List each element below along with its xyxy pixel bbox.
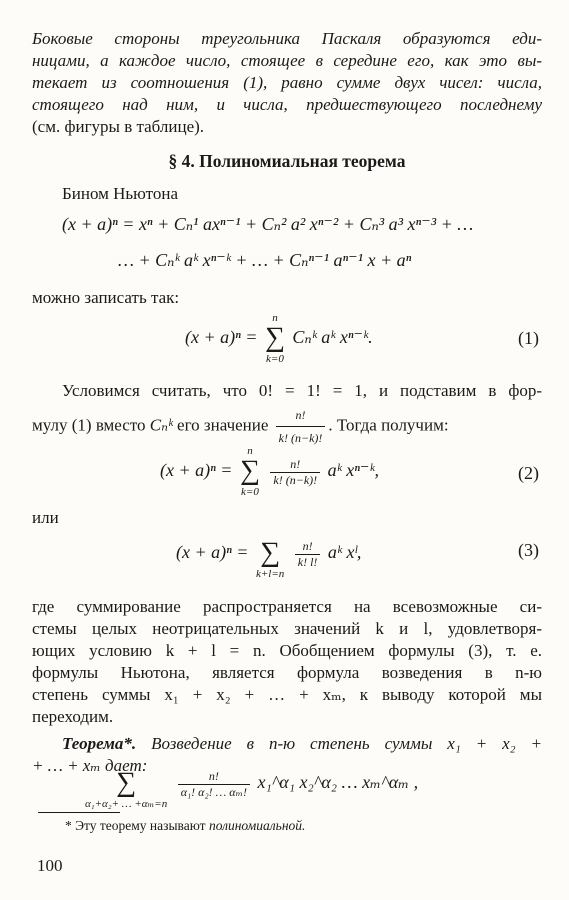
eq3-frac-num: n! [302,538,313,553]
equation-4 [82,758,418,810]
eq3-frac-den: k! l! [295,554,321,570]
intro-line-4: стоящего над ним, и числа, предшествующего последнему [32,95,542,114]
body-line-3: ющих условию k + l = n. Обобщением формулы (3), т. е. [32,641,542,660]
body-tail: переходим. [32,707,114,726]
eq4-sum-bottom: α₁+α₂+ … +αₘ=n [85,798,168,810]
equation-1 [185,313,373,365]
footnote-prefix: * Эту теорему называют [65,818,206,833]
equation-2-number: (2) [518,463,539,483]
cond-fraction [276,404,326,449]
eq1-rhs: Cₙᵏ aᵏ xⁿ⁻ᵏ. [292,327,373,348]
eq2-sum [240,446,260,498]
cond-symbol: Cₙᵏ [149,415,173,435]
eq3-rhs: aᵏ xˡ, [327,542,362,563]
eq4-frac-num: n! [208,768,219,783]
theorem-label: Теорема*. [62,734,137,753]
body-line-4: формулы Ньютона, является формула возведения в n-ю [32,663,542,682]
footnote-term: полиномиальной. [208,818,306,833]
condition-line-1: Условимся считать, что 0! = 1! = 1, и подставим в фор- [62,381,542,400]
theorem-line [62,733,542,755]
intro-tail: (см. фигуры в таблице). [32,117,205,136]
eq4-frac-den: α₁! α₂! … αₘ! [178,784,250,800]
or-word: или [32,508,59,527]
body-line-5: степень суммы x₁ + x₂ + … + xₘ, к выводу которой мы [32,685,542,704]
eq2-frac-num: n! [290,456,301,471]
eq1-sum-bottom: k=0 [266,353,284,365]
cond-frac-den: k! (n−k)! [276,426,326,449]
eq4-rhs: x₁^α₁ x₂^α₂ … xₘ^αₘ , [257,772,419,793]
intro-line-2: ницами, а каждое число, стоящее в середине его, как это вы- [32,51,542,70]
eq2-frac-den: k! (n−k)! [270,472,320,488]
eq1-sum-top: n [272,312,278,324]
eq4-fraction [178,769,250,800]
sigma-symbol: ∑ [260,537,281,568]
eq2-sum-top: n [247,445,253,457]
eq2-fraction [270,457,320,488]
intro-line-1: Боковые стороны треугольника Паскаля образуются еди- [32,29,542,48]
cond-text-b: его значение [177,415,269,435]
body-line-1: где суммирование распространяется на всевозможные си- [32,597,542,616]
sigma-symbol: ∑ [239,455,260,486]
binom-line-2: … + Cₙᵏ aᵏ xⁿ⁻ᵏ + … + Cₙⁿ⁻¹ aⁿ⁻¹ x + aⁿ [118,250,412,270]
condition-line-2 [32,404,542,449]
eq3-sum [256,528,284,580]
eq3-fraction [295,539,321,570]
eq3-lhs: (x + a)ⁿ = [176,542,249,563]
cond-text-a: мулу (1) вместо [32,415,146,435]
sigma-symbol: ∑ [264,322,285,353]
theorem-text: Возведение в n-ю степень суммы x₁ + x₂ + [151,734,542,753]
eq2-sum-bottom: k=0 [241,486,259,498]
eq2-rhs: aᵏ xⁿ⁻ᵏ, [327,460,379,481]
equation-3 [176,528,361,580]
theorem-line-2: + … + xₘ дает: [32,756,148,775]
page-number: 100 [37,856,63,875]
footnote [65,818,305,834]
equation-1-number: (1) [518,328,539,348]
cond-frac-num: n! [295,408,306,422]
eq4-sum [85,758,167,810]
write-as-text: можно записать так: [32,288,180,307]
sigma-symbol: ∑ [116,767,137,798]
binom-line-1: (x + a)ⁿ = xⁿ + Cₙ¹ axⁿ⁻¹ + Cₙ² a² xⁿ⁻² + Cₙ³ a³ xⁿ⁻³ + … [62,214,474,234]
footnote-rule [38,812,120,813]
eq1-sum [265,313,285,365]
equation-2 [160,446,379,498]
binom-label: Бином Ньютона [62,184,178,203]
eq3-sum-bottom: k+l=n [255,568,285,580]
body-line-2: стемы целых неотрицательных значений k и l, удовлетворя- [32,619,542,638]
intro-line-3: текает из соотношения (1), равно сумме двух чисел: числа, [32,73,542,92]
cond-text-c: . Тогда получим: [328,415,449,435]
equation-3-number: (3) [518,540,539,560]
eq2-lhs: (x + a)ⁿ = [160,460,233,481]
eq1-lhs: (x + a)ⁿ = [185,327,258,348]
section-heading: § 4. Полиномиальная теорема [168,151,406,171]
